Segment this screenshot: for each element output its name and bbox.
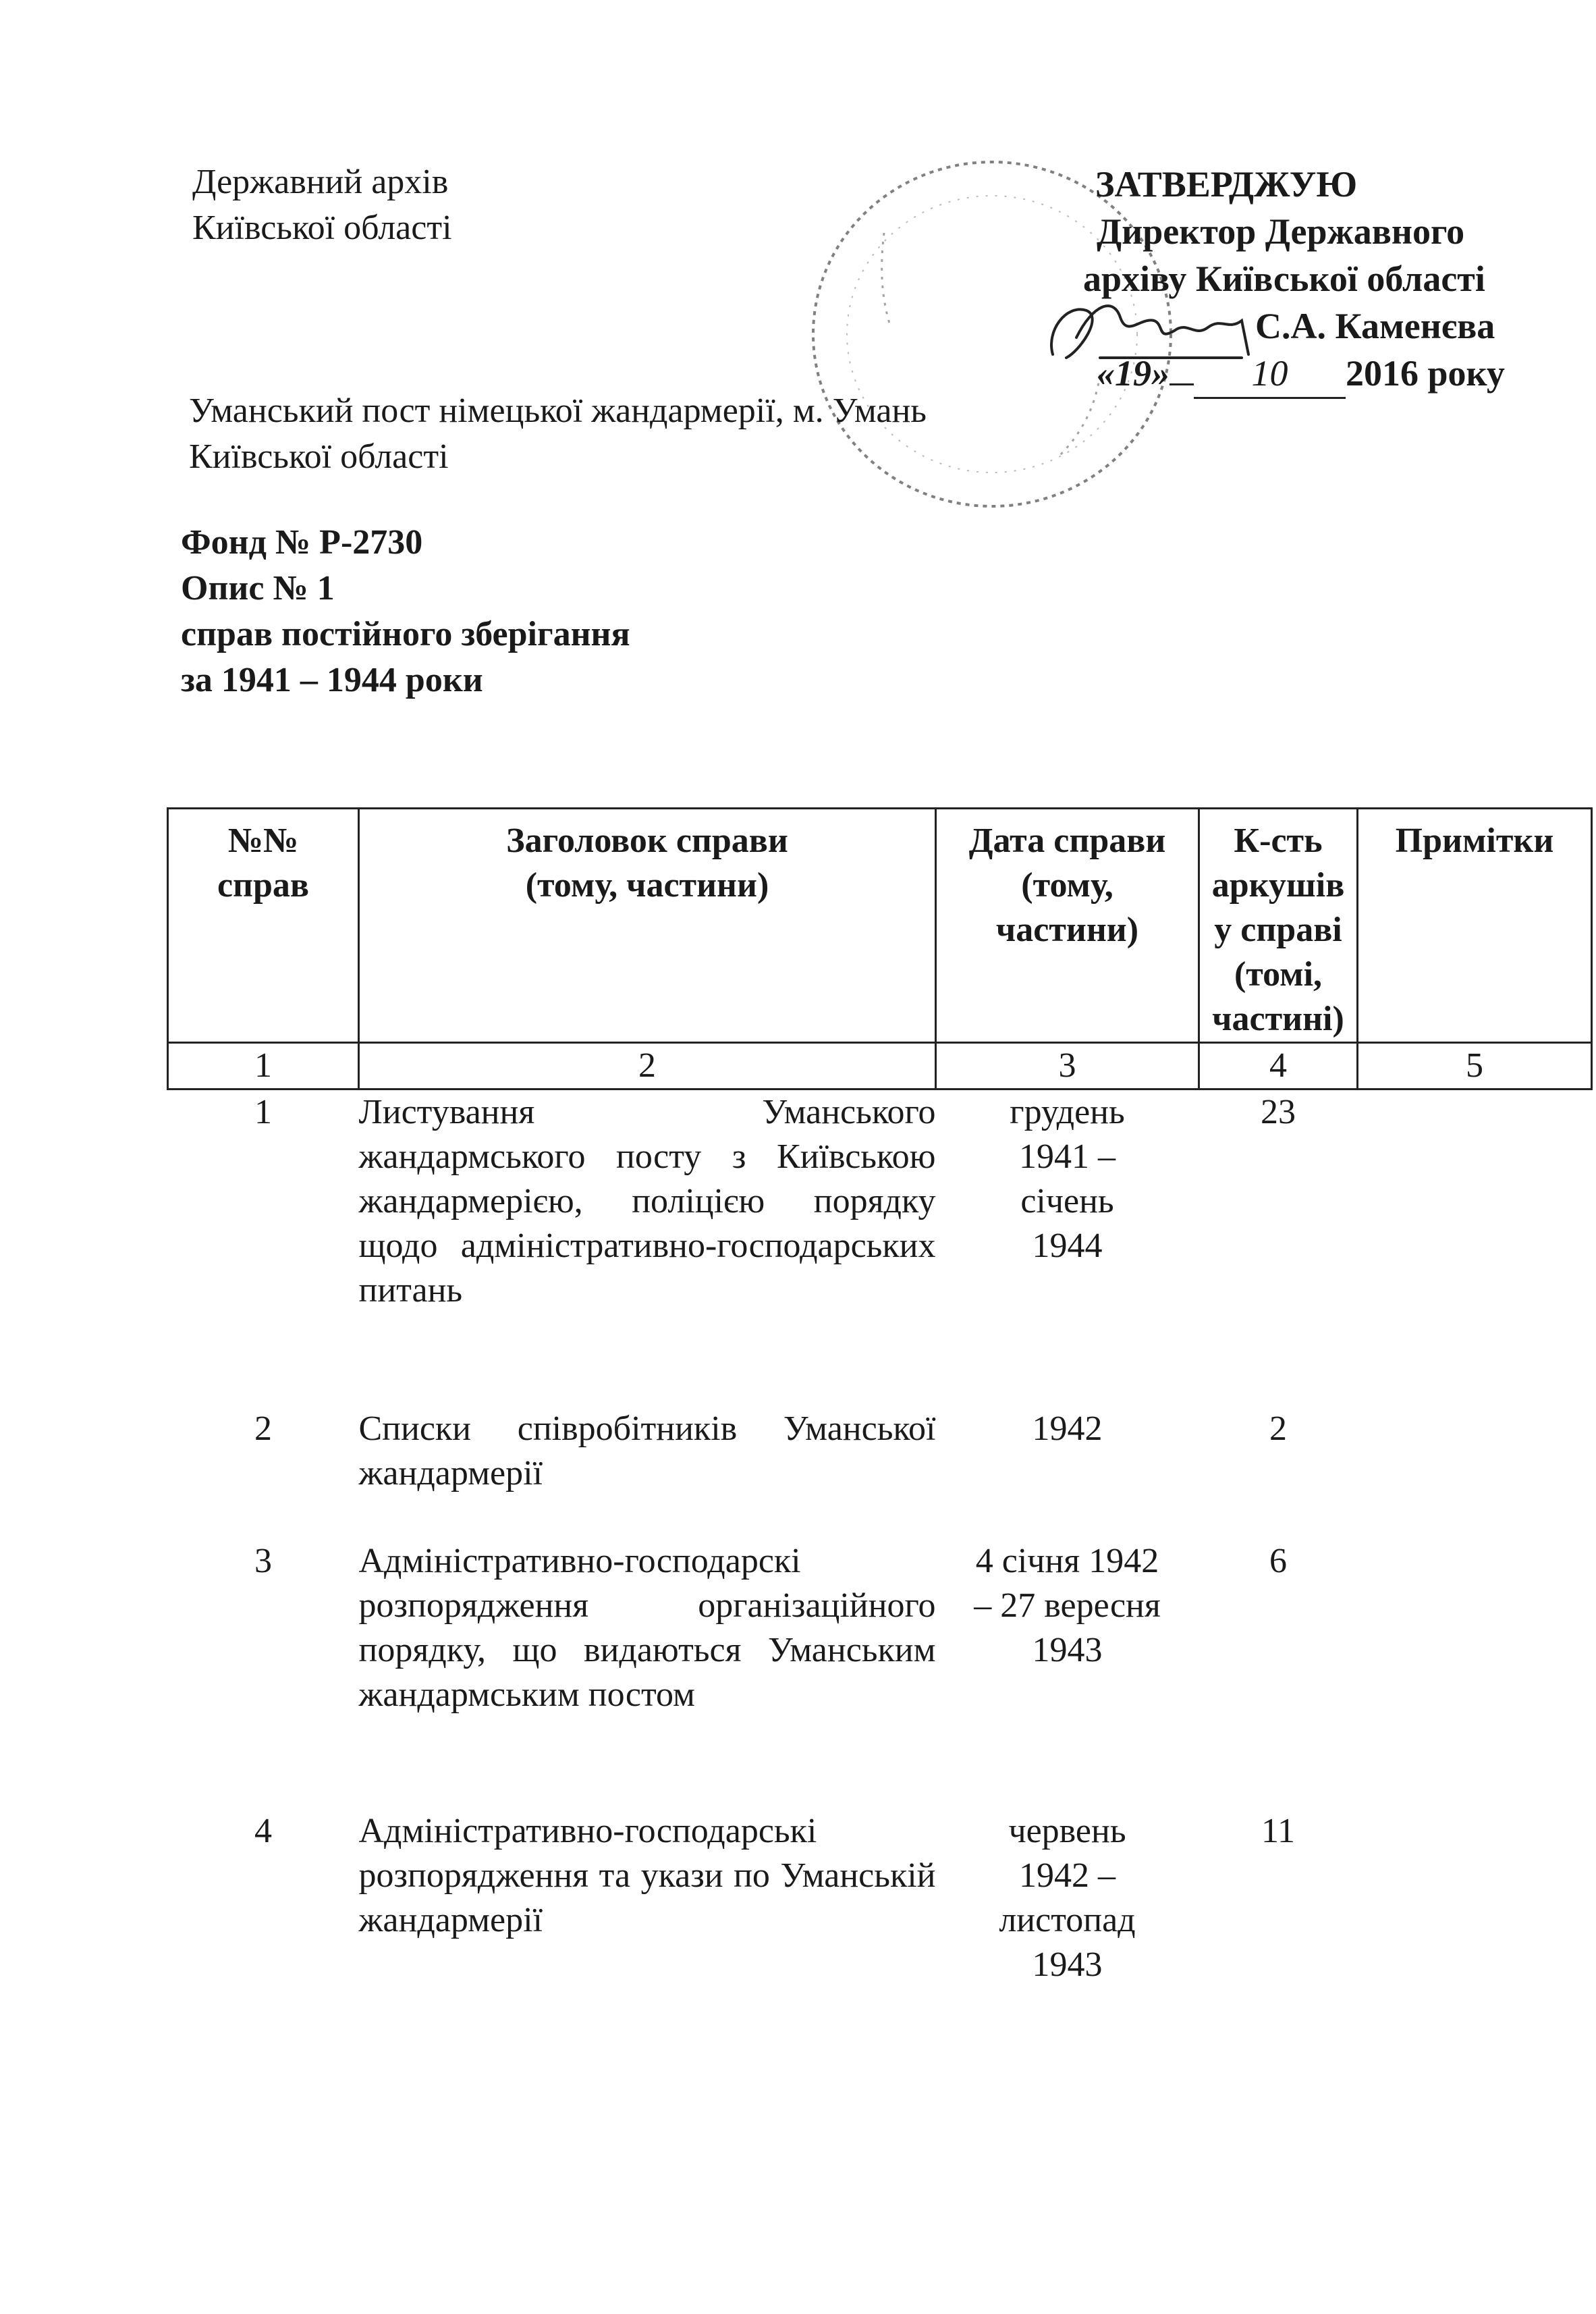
case-title: Списки співробітників Уманської жандармерії bbox=[358, 1409, 936, 1492]
header-case-number: №№ справ bbox=[168, 809, 359, 1043]
header-sheet-count: К-сть аркушів у справі (томі, частині) bbox=[1199, 809, 1358, 1043]
case-sheets: 23 bbox=[1261, 1093, 1296, 1131]
column-number: 2 bbox=[359, 1043, 936, 1089]
case-sheets: 6 bbox=[1269, 1541, 1287, 1580]
inventory-years: за 1941 – 1944 роки bbox=[181, 661, 483, 699]
case-sheets: 11 bbox=[1261, 1811, 1296, 1850]
approval-signer: С.А. Каменєва bbox=[1255, 306, 1495, 346]
case-date: червень 1942 – листопад 1943 bbox=[999, 1811, 1136, 1984]
inventory-number: Опис № 1 bbox=[181, 569, 335, 608]
signature-icon bbox=[1039, 290, 1262, 371]
table-row bbox=[168, 1809, 1592, 2005]
approval-date-month: 10 bbox=[1194, 350, 1346, 399]
inventory-table bbox=[167, 807, 1593, 2005]
column-number: 1 bbox=[168, 1043, 359, 1089]
fund-holder-line2: Київської області bbox=[189, 437, 449, 476]
case-notes bbox=[1358, 1809, 1592, 2005]
column-number: 3 bbox=[936, 1043, 1199, 1089]
header-notes: Примітки bbox=[1358, 809, 1592, 1043]
case-number: 3 bbox=[254, 1541, 272, 1580]
table-row bbox=[168, 1407, 1592, 1539]
case-sheets: 2 bbox=[1269, 1409, 1287, 1448]
archive-name-line2: Київської області bbox=[192, 209, 452, 247]
case-date: 1942 bbox=[1032, 1409, 1103, 1448]
case-number: 4 bbox=[254, 1811, 272, 1850]
case-number: 2 bbox=[254, 1409, 272, 1448]
archive-name-line1: Державний архів bbox=[192, 163, 449, 201]
case-title: Адміністративно-господарскі розпорядження організаційного порядку, що видаються Уманським жандармським постом bbox=[358, 1541, 936, 1714]
approval-position-line2: архіву Київської області bbox=[1083, 259, 1485, 299]
approval-position-line1: Директор Державного bbox=[1097, 211, 1465, 252]
case-notes bbox=[1358, 1539, 1592, 1809]
approval-title: ЗАТВЕРДЖУЮ bbox=[1095, 164, 1358, 205]
case-notes bbox=[1358, 1089, 1592, 1407]
approval-date-day: «19» bbox=[1097, 353, 1170, 394]
header-case-title: Заголовок справи (тому, частини) bbox=[359, 809, 936, 1043]
approval-date-year: 2016 року bbox=[1346, 353, 1505, 394]
case-date: грудень 1941 – січень 1944 bbox=[1010, 1093, 1125, 1265]
fond-number: Фонд № Р-2730 bbox=[181, 523, 423, 562]
table-header-row bbox=[168, 809, 1592, 1043]
inventory-category: справ постійного зберігання bbox=[181, 615, 630, 653]
case-notes bbox=[1358, 1407, 1592, 1539]
table-column-numbers-row bbox=[168, 1043, 1592, 1089]
case-date: 4 січня 1942 – 27 вересня 1943 bbox=[974, 1541, 1161, 1669]
table-row bbox=[168, 1539, 1592, 1809]
case-title: Листування Уманського жандармського посту з Київською жандармерією, поліцією порядку щодо адміністративно-господарських питань bbox=[358, 1093, 936, 1310]
column-number: 4 bbox=[1199, 1043, 1358, 1089]
header-case-date: Дата справи (тому, частини) bbox=[936, 809, 1199, 1043]
case-title: Адміністративно-господарські розпорядження та укази по Уманській жандармерії bbox=[358, 1811, 936, 1939]
fund-holder-line1: Уманський пост німецької жандармерії, м. Умань bbox=[189, 392, 927, 430]
case-number: 1 bbox=[254, 1093, 272, 1131]
column-number: 5 bbox=[1358, 1043, 1592, 1089]
table-row bbox=[168, 1089, 1592, 1407]
